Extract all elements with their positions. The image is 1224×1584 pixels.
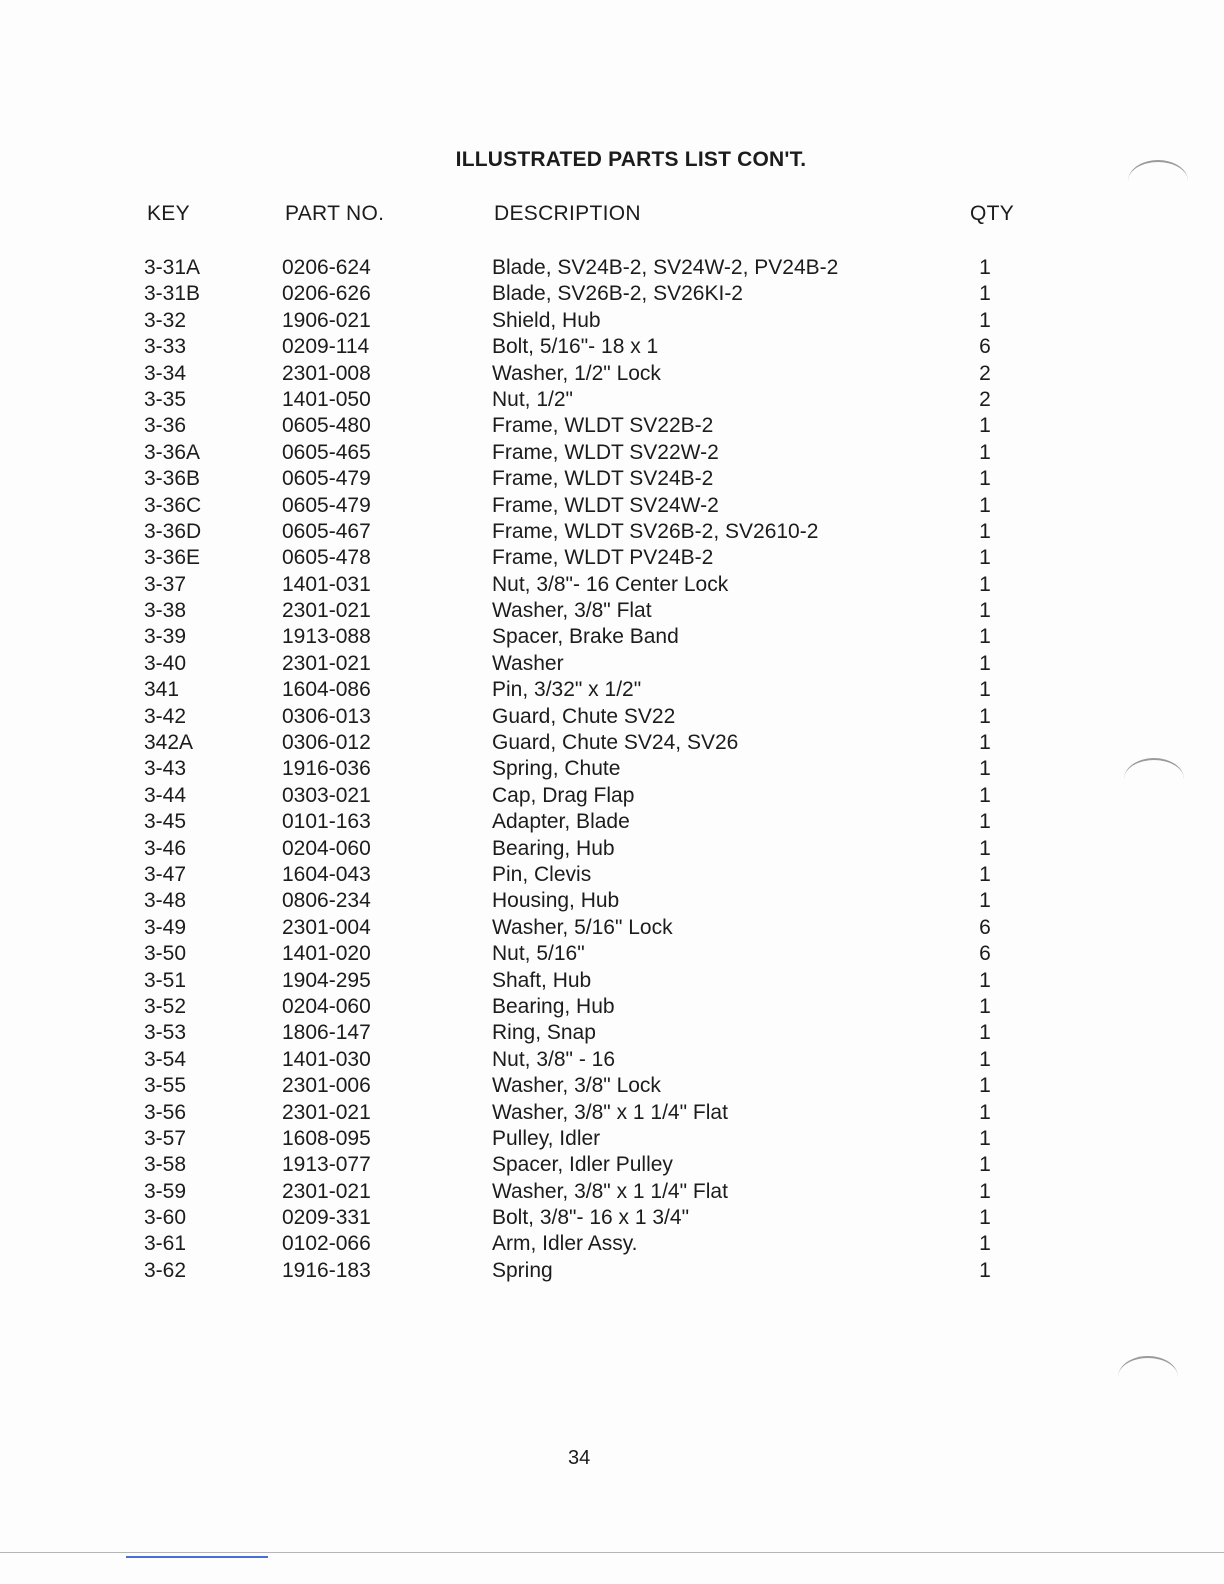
- row-quantity: 1: [979, 783, 991, 807]
- row-description: Bolt, 5/16"- 18 x 1: [492, 335, 659, 359]
- table-row: [0, 862, 1224, 888]
- row-key: 3-31A: [144, 256, 201, 279]
- row-key: 3-34: [144, 361, 187, 385]
- row-quantity: 1: [979, 599, 991, 623]
- row-description: Washer: [492, 651, 564, 675]
- row-quantity: 1: [979, 836, 991, 860]
- row-part-number: 2301-006: [282, 1074, 371, 1098]
- row-quantity: 1: [979, 414, 991, 438]
- row-part-number: 1916-036: [282, 757, 371, 781]
- row-description: Shaft, Hub: [492, 968, 592, 992]
- table-row: [0, 915, 1224, 941]
- row-key: 3-42: [144, 704, 187, 728]
- row-key: 3-49: [144, 915, 187, 939]
- row-description: Washer, 5/16" Lock: [492, 915, 673, 939]
- table-row: [0, 334, 1224, 360]
- row-quantity: 1: [979, 704, 991, 728]
- table-row: [0, 1179, 1224, 1205]
- row-key: 3-57: [144, 1126, 187, 1150]
- row-quantity: 2: [979, 361, 991, 385]
- row-description: Guard, Chute SV22: [492, 704, 676, 728]
- row-part-number: 1913-077: [282, 1153, 371, 1177]
- row-key: 3-36B: [144, 467, 201, 491]
- row-part-number: 0605-467: [282, 519, 371, 543]
- row-description: Nut, 5/16": [492, 942, 585, 966]
- row-part-number: 2301-021: [282, 1100, 371, 1124]
- row-quantity: 1: [979, 757, 991, 781]
- row-key: 3-55: [144, 1074, 187, 1098]
- row-key: 3-39: [144, 625, 187, 649]
- blue-underline-mark: [126, 1556, 268, 1558]
- row-quantity: 1: [979, 282, 991, 306]
- row-key: 3-56: [144, 1100, 187, 1124]
- row-description: Bearing, Hub: [492, 994, 615, 1018]
- row-key: 3-58: [144, 1153, 187, 1177]
- row-part-number: 2301-004: [282, 915, 371, 939]
- row-description: Washer, 3/8" x 1 1/4" Flat: [492, 1100, 728, 1124]
- row-description: Ring, Snap: [492, 1021, 596, 1045]
- row-part-number: 0605-465: [282, 440, 371, 464]
- table-row: [0, 1020, 1224, 1046]
- row-description: Washer, 3/8" Lock: [492, 1074, 661, 1098]
- row-quantity: 1: [979, 968, 991, 992]
- row-description: Guard, Chute SV24, SV26: [492, 731, 739, 755]
- row-key: 3-43: [144, 757, 187, 781]
- row-quantity: 1: [979, 1021, 991, 1045]
- table-row: [0, 440, 1224, 466]
- row-key: 3-50: [144, 942, 187, 966]
- parts-list-table: [0, 255, 1224, 1284]
- table-row: [0, 308, 1224, 334]
- row-description: Bearing, Hub: [492, 836, 615, 860]
- row-part-number: 1401-050: [282, 387, 371, 411]
- row-quantity: 1: [979, 308, 991, 332]
- row-key: 3-54: [144, 1047, 187, 1071]
- table-row: [0, 255, 1224, 281]
- row-description: Washer, 3/8" x 1 1/4" Flat: [492, 1179, 728, 1203]
- table-row: [0, 1258, 1224, 1284]
- row-part-number: 0204-060: [282, 994, 371, 1018]
- row-quantity: 1: [979, 731, 991, 755]
- table-row: [0, 1073, 1224, 1099]
- table-row: [0, 624, 1224, 650]
- row-key: 3-53: [144, 1021, 187, 1045]
- table-row: [0, 1100, 1224, 1126]
- row-quantity: 1: [979, 1232, 991, 1256]
- row-description: Pin, 3/32" x 1/2": [492, 678, 642, 702]
- table-row: [0, 1231, 1224, 1257]
- row-part-number: 0102-066: [282, 1232, 371, 1256]
- row-key: 3-36A: [144, 440, 201, 464]
- row-key: 3-44: [144, 783, 187, 807]
- row-part-number: 1608-095: [282, 1126, 371, 1150]
- row-description: Washer, 3/8" Flat: [492, 599, 652, 623]
- table-row: [0, 704, 1224, 730]
- row-part-number: 1604-086: [282, 678, 371, 702]
- row-key: 3-36C: [144, 493, 202, 517]
- column-header-description: DESCRIPTION: [494, 202, 641, 225]
- row-description: Bolt, 3/8"- 16 x 1 3/4": [492, 1206, 690, 1230]
- page-title: ILLUSTRATED PARTS LIST CON'T.: [455, 148, 807, 171]
- row-key: 342A: [144, 731, 194, 755]
- table-row: [0, 756, 1224, 782]
- row-quantity: 1: [979, 1153, 991, 1177]
- table-row: [0, 968, 1224, 994]
- row-part-number: 0303-021: [282, 783, 371, 807]
- column-header-qty: QTY: [970, 202, 1015, 225]
- table-row: [0, 836, 1224, 862]
- page-number: 34: [568, 1447, 591, 1469]
- row-description: Spacer, Idler Pulley: [492, 1153, 673, 1177]
- row-key: 3-45: [144, 810, 187, 834]
- row-quantity: 6: [979, 915, 991, 939]
- table-row: [0, 677, 1224, 703]
- table-row: [0, 730, 1224, 756]
- row-part-number: 0306-012: [282, 731, 371, 755]
- row-part-number: 0206-624: [282, 256, 371, 279]
- row-description: Housing, Hub: [492, 889, 620, 913]
- row-quantity: 1: [979, 546, 991, 570]
- row-key: 3-59: [144, 1179, 187, 1203]
- row-description: Arm, Idler Assy.: [492, 1232, 638, 1256]
- row-quantity: 1: [979, 1206, 991, 1230]
- table-row: [0, 493, 1224, 519]
- row-part-number: 1806-147: [282, 1021, 371, 1045]
- row-quantity: 1: [979, 651, 991, 675]
- row-description: Frame, WLDT SV24B-2: [492, 467, 714, 491]
- row-description: Frame, WLDT SV26B-2, SV2610-2: [492, 519, 819, 543]
- row-description: Nut, 3/8" - 16: [492, 1047, 616, 1071]
- row-quantity: 1: [979, 1100, 991, 1124]
- table-row: [0, 387, 1224, 413]
- table-row: [0, 783, 1224, 809]
- punch-hole-mark: [1118, 1356, 1178, 1398]
- table-row: [0, 1205, 1224, 1231]
- row-part-number: 1916-183: [282, 1258, 371, 1282]
- row-description: Spacer, Brake Band: [492, 625, 679, 649]
- row-key: 3-61: [144, 1232, 187, 1256]
- row-description: Nut, 3/8"- 16 Center Lock: [492, 572, 729, 596]
- row-quantity: 1: [979, 862, 991, 886]
- row-key: 3-31B: [144, 282, 201, 306]
- row-key: 3-36: [144, 414, 187, 438]
- row-quantity: 1: [979, 1047, 991, 1071]
- table-row: [0, 572, 1224, 598]
- row-description: Nut, 1/2": [492, 387, 573, 411]
- row-key: 3-33: [144, 335, 187, 359]
- row-description: Frame, WLDT SV22B-2: [492, 414, 714, 438]
- row-part-number: 2301-021: [282, 599, 371, 623]
- row-key: 3-36E: [144, 546, 201, 570]
- table-row: [0, 994, 1224, 1020]
- row-key: 3-60: [144, 1206, 187, 1230]
- column-header-key: KEY: [147, 202, 190, 225]
- row-quantity: 1: [979, 994, 991, 1018]
- row-quantity: 1: [979, 1126, 991, 1150]
- row-part-number: 0605-479: [282, 467, 371, 491]
- row-key: 3-32: [144, 308, 187, 332]
- table-row: [0, 413, 1224, 439]
- row-part-number: 1401-030: [282, 1047, 371, 1071]
- row-description: Blade, SV26B-2, SV26KI-2: [492, 282, 743, 306]
- row-quantity: 1: [979, 1258, 991, 1282]
- row-quantity: 1: [979, 889, 991, 913]
- row-part-number: 0306-013: [282, 704, 371, 728]
- row-description: Spring, Chute: [492, 757, 621, 781]
- row-quantity: 1: [979, 519, 991, 543]
- table-row: [0, 545, 1224, 571]
- row-key: 3-40: [144, 651, 187, 675]
- row-part-number: 1401-031: [282, 572, 371, 596]
- row-part-number: 0605-478: [282, 546, 371, 570]
- row-quantity: 1: [979, 467, 991, 491]
- row-quantity: 6: [979, 942, 991, 966]
- table-row: [0, 941, 1224, 967]
- row-description: Frame, WLDT SV22W-2: [492, 440, 719, 464]
- row-key: 341: [144, 678, 180, 702]
- row-key: 3-62: [144, 1258, 187, 1282]
- table-row: [0, 519, 1224, 545]
- row-part-number: 1904-295: [282, 968, 371, 992]
- row-quantity: 1: [979, 493, 991, 517]
- row-description: Blade, SV24B-2, SV24W-2, PV24B-2: [492, 256, 839, 279]
- row-description: Shield, Hub: [492, 308, 601, 332]
- row-quantity: 1: [979, 678, 991, 702]
- row-key: 3-38: [144, 599, 187, 623]
- table-row: [0, 651, 1224, 677]
- row-key: 3-47: [144, 862, 187, 886]
- row-part-number: 0209-331: [282, 1206, 371, 1230]
- row-key: 3-51: [144, 968, 187, 992]
- row-description: Spring: [492, 1258, 553, 1282]
- row-part-number: 2301-008: [282, 361, 371, 385]
- row-key: 3-37: [144, 572, 187, 596]
- row-part-number: 0605-479: [282, 493, 371, 517]
- row-description: Frame, WLDT SV24W-2: [492, 493, 719, 517]
- row-key: 3-46: [144, 836, 187, 860]
- row-quantity: 6: [979, 335, 991, 359]
- row-quantity: 1: [979, 810, 991, 834]
- table-row: [0, 1126, 1224, 1152]
- table-row: [0, 809, 1224, 835]
- row-quantity: 1: [979, 625, 991, 649]
- table-row: [0, 888, 1224, 914]
- table-row: [0, 1152, 1224, 1178]
- column-header-part-no: PART NO.: [285, 202, 385, 225]
- row-part-number: 1906-021: [282, 308, 371, 332]
- row-key: 3-35: [144, 387, 187, 411]
- row-part-number: 1913-088: [282, 625, 371, 649]
- row-key: 3-48: [144, 889, 187, 913]
- row-part-number: 2301-021: [282, 651, 371, 675]
- table-row: [0, 466, 1224, 492]
- row-key: 3-52: [144, 994, 187, 1018]
- row-quantity: 2: [979, 387, 991, 411]
- row-quantity: 1: [979, 256, 991, 279]
- table-row: [0, 598, 1224, 624]
- row-part-number: 0206-626: [282, 282, 371, 306]
- row-part-number: 0806-234: [282, 889, 371, 913]
- row-description: Frame, WLDT PV24B-2: [492, 546, 714, 570]
- row-part-number: 0209-114: [282, 335, 370, 359]
- row-part-number: 0101-163: [282, 810, 371, 834]
- row-part-number: 0605-480: [282, 414, 371, 438]
- table-row: [0, 1047, 1224, 1073]
- row-part-number: 2301-021: [282, 1179, 371, 1203]
- row-key: 3-36D: [144, 519, 202, 543]
- row-description: Washer, 1/2" Lock: [492, 361, 661, 385]
- row-part-number: 1401-020: [282, 942, 371, 966]
- row-description: Pin, Clevis: [492, 862, 592, 886]
- row-part-number: 1604-043: [282, 862, 371, 886]
- page-bottom-edge: [0, 1552, 1224, 1553]
- row-part-number: 0204-060: [282, 836, 371, 860]
- row-quantity: 1: [979, 1179, 991, 1203]
- row-description: Cap, Drag Flap: [492, 783, 635, 807]
- table-row: [0, 361, 1224, 387]
- row-description: Pulley, Idler: [492, 1126, 601, 1150]
- row-quantity: 1: [979, 1074, 991, 1098]
- row-quantity: 1: [979, 440, 991, 464]
- table-row: [0, 281, 1224, 307]
- row-quantity: 1: [979, 572, 991, 596]
- row-description: Adapter, Blade: [492, 810, 630, 834]
